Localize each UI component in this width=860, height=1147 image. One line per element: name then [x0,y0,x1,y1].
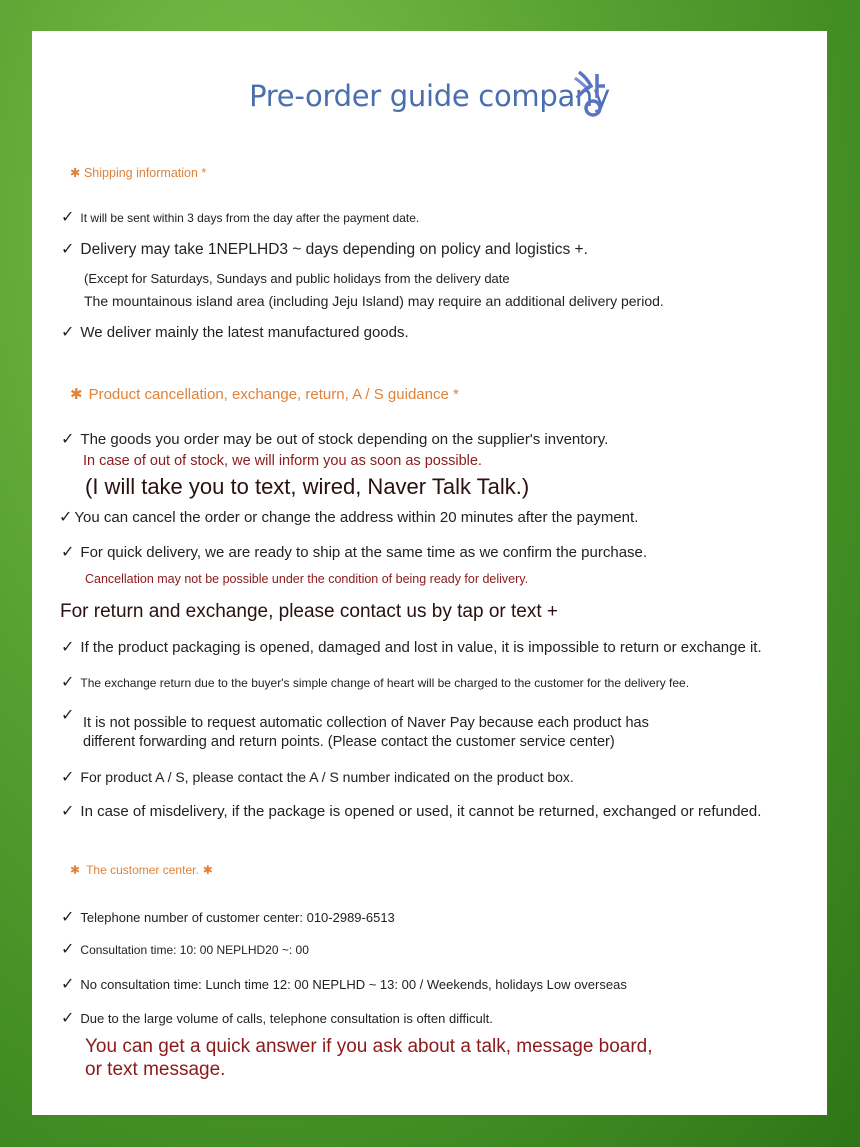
list-item: ✓ You can cancel the order or change the address within 20 minutes after the payment. [59,509,639,526]
asterisk-icon: ✱ [70,386,83,403]
list-note: (Except for Saturdays, Sundays and public holidays from the delivery date [84,271,510,286]
list-item: ✓ Telephone number of customer center: 010-2989-6513 [61,909,395,926]
list-item: ✓ In case of misdelivery, if the package is opened or used, it cannot be returned, exchanged or refunded. [61,803,762,820]
list-note: Cancellation may not be possible under the condition of being ready for delivery. [85,572,529,586]
section-heading-text: The customer center. [86,863,199,877]
list-item: ✓ No consultation time: Lunch time 12: 00 NEPLHD ~ 13: 00 / Weekends, holidays Low overseas [61,976,627,993]
checkmark-icon: ✓ [61,976,75,993]
quick-answer-note: You can get a quick answer if you ask about a talk, message board, [85,1036,653,1057]
list-item: ✓ Due to the large volume of calls, telephone consultation is often difficult. [61,1010,493,1027]
customer-heading [70,863,213,877]
list-note: The mountainous island area (including Jeju Island) may require an additional delivery period. [84,293,664,309]
checkmark-icon: ✓ [61,909,75,926]
list-item: ✓ It will be sent within 3 days from the day after the payment date. [61,209,420,226]
list-item: ✓ If the product packaging is opened, damaged and lost in value, it is impossible to return or exchange it. [61,639,762,656]
checkmark-icon: ✓ [61,544,75,561]
section-heading-text: Shipping information * [83,166,207,180]
checkmark-icon: ✓ [59,509,73,526]
guide-paper [32,31,827,1115]
list-item: ✓ For quick delivery, we are ready to ship at the same time as we confirm the purchase. [61,544,648,561]
asterisk-icon: ✱ [202,863,213,877]
list-item: ✓ We deliver mainly the latest manufactured goods. [61,324,409,341]
checkmark-icon: ✓ [61,209,75,226]
checkmark-icon: ✓ [61,241,75,258]
section-heading-text: Product cancellation, exchange, return, A / S guidance * [88,386,459,403]
list-item: ✓ Consultation time: 10: 00 NEPLHD20 ~: 00 [61,941,309,958]
return-exchange-heading: For return and exchange, please contact us by tap or text + [60,601,558,622]
checkmark-icon: ✓ [61,324,75,341]
checkmark-icon: ✓ [61,769,75,786]
list-note-large: (I will take you to text, wired, Naver Talk Talk.) [85,474,530,499]
checkmark-icon: ✓ [61,707,75,724]
list-item-text: It is not possible to request automatic collection of Naver Pay because each product has [83,715,649,731]
list-item: ✓ The exchange return due to the buyer's simple change of heart will be charged to the customer for the delivery fee. [61,674,690,691]
list-item: ✓ The goods you order may be out of stock depending on the supplier's inventory. [61,431,609,448]
checkmark-icon: ✓ [61,431,75,448]
quick-answer-note: or text message. [85,1059,226,1080]
list-item: ✓ For product A / S, please contact the A / S number indicated on the product box. [61,769,574,786]
checkmark-icon: ✓ [61,674,75,691]
list-note: In case of out of stock, we will inform you as soon as possible. [83,453,482,469]
list-item: ✓ Delivery may take 1NEPLHD3 ~ days depending on policy and logistics +. [61,241,588,258]
checkmark-icon: ✓ [61,1010,75,1027]
checkmark-icon: ✓ [61,803,75,820]
asterisk-icon: ✱ [70,166,81,180]
checkmark-icon: ✓ [61,941,75,958]
shipping-heading [70,165,206,180]
asterisk-icon: ✱ [70,863,81,877]
page-title: Pre-order guide company [249,79,610,113]
logo-icon [569,68,611,120]
cancellation-heading [70,385,459,403]
checkmark-icon: ✓ [61,639,75,656]
list-item-text: different forwarding and return points. (Please contact the customer service center) [83,734,615,750]
